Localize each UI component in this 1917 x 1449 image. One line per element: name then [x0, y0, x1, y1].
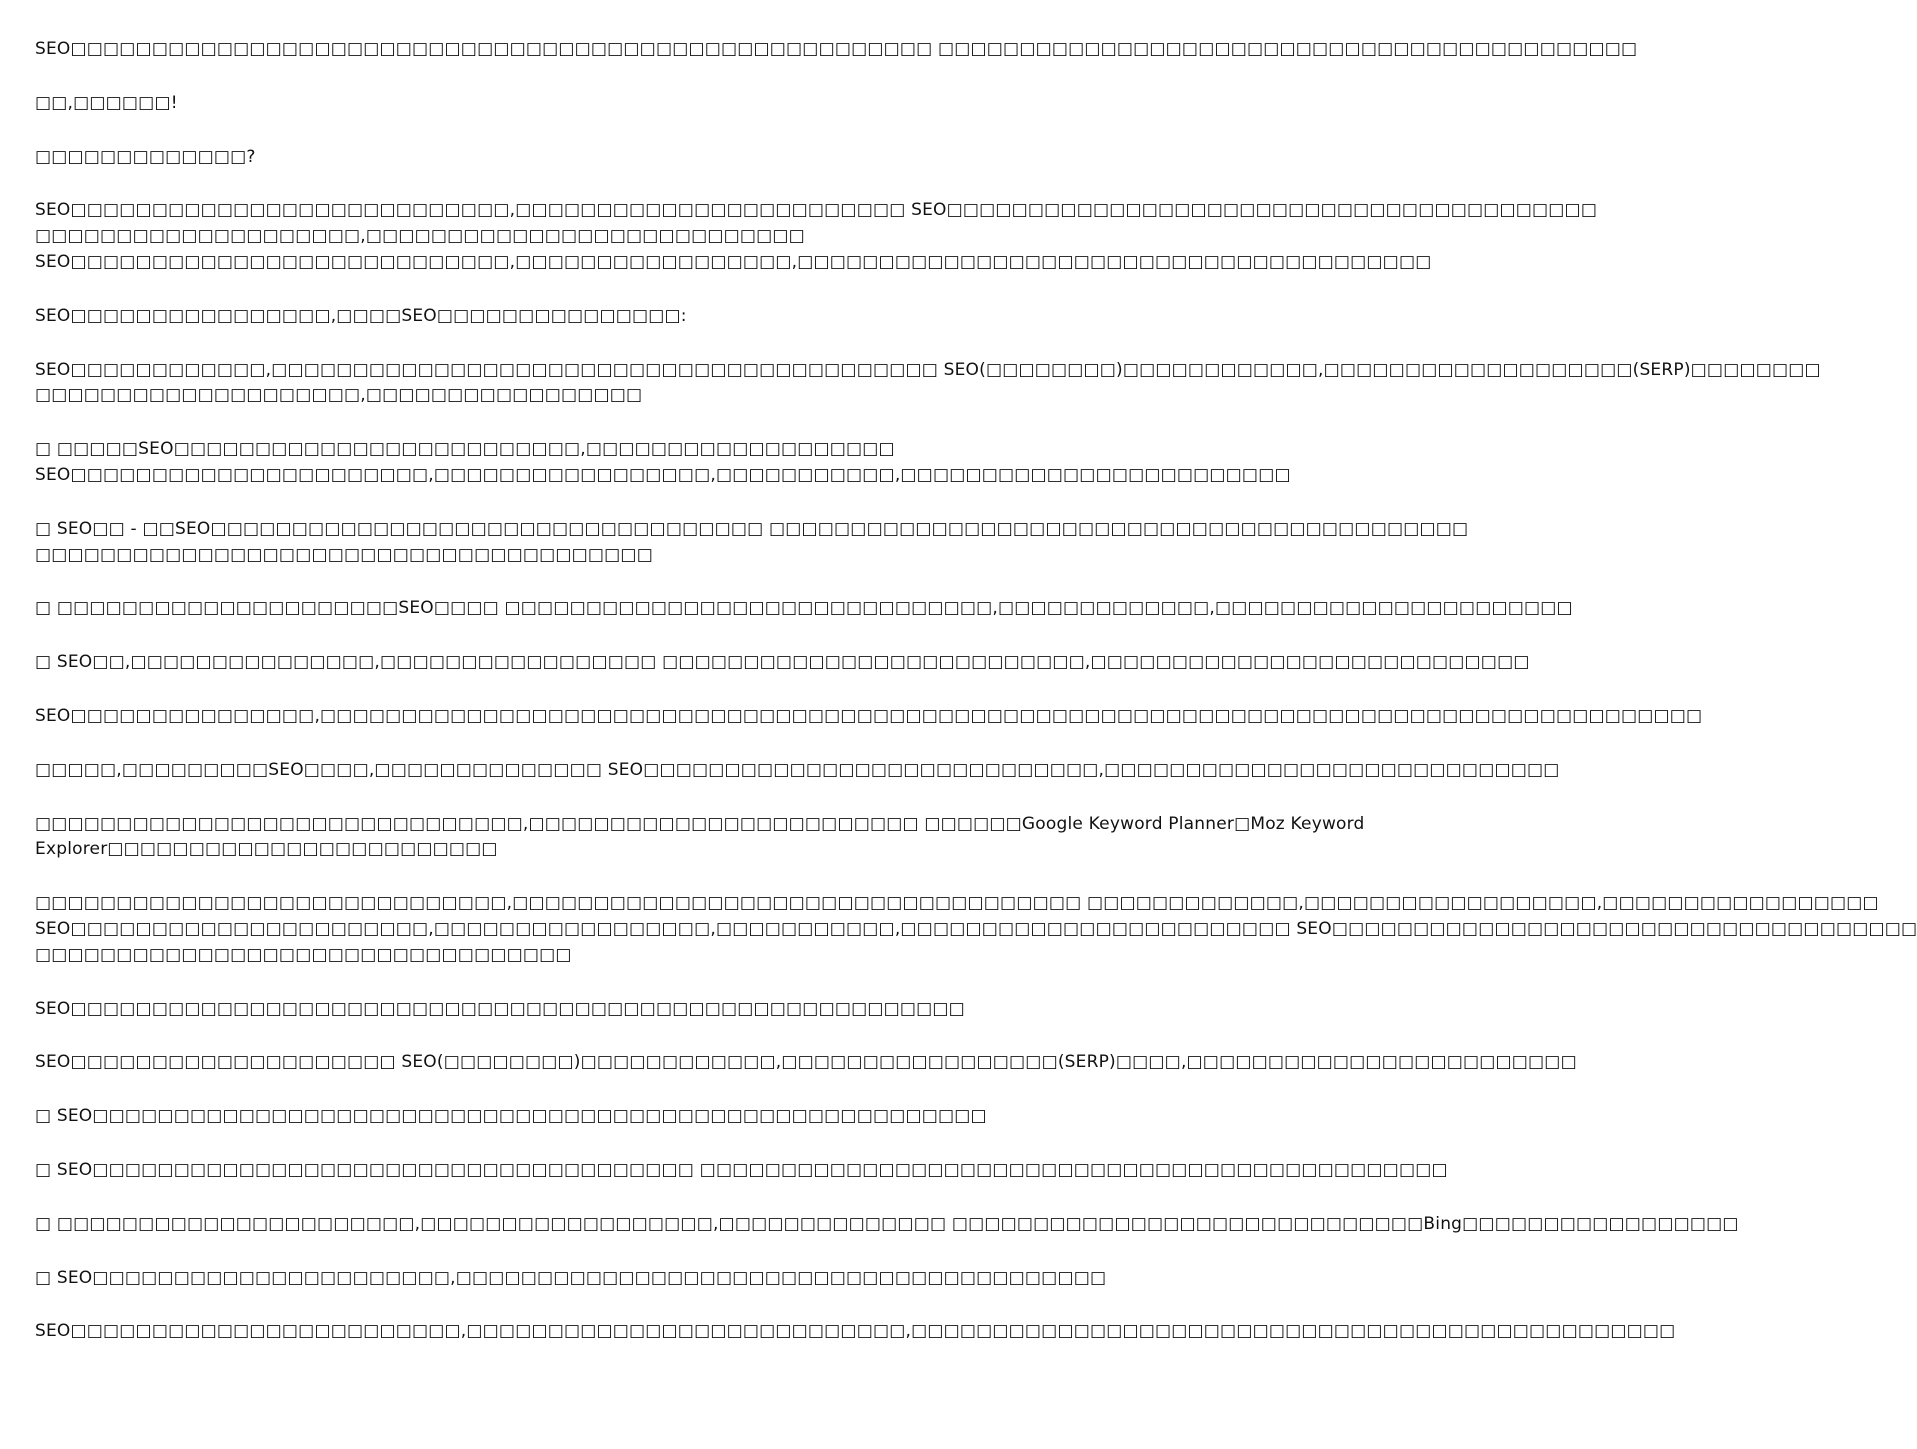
- paragraph: [35, 758, 1560, 784]
- paragraph: [35, 997, 997, 1023]
- paragraph: [35, 891, 1917, 968]
- text-line: □ SEO□□,□□□□□□□□□□□□□□□,□□□□□□□□□□□□□□□□□ □□□□□□□□□□□□□□□□□□□□□□□□□□,□□□□□□□□□□□□□□□□□□□□□□□□□□□: [35, 652, 1530, 673]
- text-line: Explorer□□□□□□□□□□□□□□□□□□□□□□□□: [35, 839, 498, 860]
- text-line: □ □□□□□□□□□□□□□□□□□□□□□SEO□□□□ □□□□□□□□□□□□□□□□□□□□□□□□□□□□□□,□□□□□□□□□□□□□,□□□□□□□□□□□□□□□□□□□□□□: [35, 598, 1573, 619]
- paragraph: [35, 304, 997, 330]
- text-line: SEO□□□□□□□□□□□□□□□□□□□□ SEO(□□□□□□□□)□□□□□□□□□□□□,□□□□□□□□□□□□□□□□□(SERP)□□□□,□□□□□□□□□□□□□□□□□□□□□□□□: [35, 1052, 1577, 1073]
- text-line: SEO□□□□□□□□□□□□□□□□□□□□□□□□□□□□□□□□□□□□□□□□□□□□□□□□□□□□□□□: [35, 998, 965, 1019]
- text-line: SEO□□□□□□□□□□□□,□□□□□□□□□□□□□□□□□□□□□□□□□□□□□□□□□□□□□□□□□ SEO(□□□□□□□□)□□□□□□□□□□□□,□□□□□□□□□□□□□□□□□□□(SERP)□□□□□□□□: [35, 359, 1821, 380]
- text-line: □ SEO□□□□□□□□□□□□□□□□□□□□□□,□□□□□□□□□□□□□□□□□□□□□□□□□□□□□□□□□□□□□□□□: [35, 1267, 1107, 1288]
- paragraph: [35, 1104, 997, 1130]
- text-line: □□,□□□□□□!: [35, 92, 178, 113]
- paragraph: [35, 1158, 1448, 1184]
- paragraph: [35, 596, 1573, 622]
- text-line: □ SEO□□□□□□□□□□□□□□□□□□□□□□□□□□□□□□□□□□□□□ □□□□□□□□□□□□□□□□□□□□□□□□□□□□□□□□□□□□□□□□□□□□□□: [35, 1159, 1448, 1180]
- paragraph: [35, 37, 1638, 63]
- paragraph: [35, 812, 1365, 864]
- paragraph: [35, 1050, 1577, 1076]
- paragraph: [35, 1212, 1739, 1238]
- text-line: □□□□□□□□□□□□□□□□□□□□,□□□□□□□□□□□□□□□□□□□□□□□□□□□: [35, 226, 805, 247]
- text-line: □□□□□□□□□□□□□□□□□□□□□□□□□□□□□,□□□□□□□□□□□□□□□□□□□□□□□□□□□□□□□□□□□ □□□□□□□□□□□□□,□□□□□□□□□□□□□□□□□□,□□□□□□□□□□□□□□□□□: [35, 893, 1879, 914]
- text-line: □□□□□□□□□□□□□□□□□□□□□□□□□□□□□□□□□□□□□□: [35, 544, 653, 565]
- document-body: [35, 37, 1917, 1373]
- text-line: SEO□□□□□□□□□□□□□□□□,□□□□SEO□□□□□□□□□□□□□□□:: [35, 305, 687, 326]
- text-line: □ SEO□□ - □□SEO□□□□□□□□□□□□□□□□□□□□□□□□□□□□□□□□□□ □□□□□□□□□□□□□□□□□□□□□□□□□□□□□□□□□□□□□□□□□□□: [35, 518, 1469, 539]
- paragraph: [35, 704, 1703, 730]
- text-line: □□□□□□□□□□□□□?: [35, 146, 256, 167]
- text-line: SEO□□□□□□□□□□□□□□□□□□□□□□□□□□□□□□□□□□□□□□□□□□□□□□□□□□□□□ □□□□□□□□□□□□□□□□□□□□□□□□□□□□□□□□□□□□□□□□□□□: [35, 39, 1638, 59]
- text-line: □□□□□□□□□□□□□□□□□□□□□□□□□□□□□□,□□□□□□□□□□□□□□□□□□□□□□□□ □□□□□□Google Keyword Planner□Moz Keyword: [35, 813, 1365, 834]
- paragraph: [35, 650, 1530, 676]
- text-line: □□□□□□□□□□□□□□□□□□□□□□□□□□□□□□□□□: [35, 944, 572, 965]
- paragraph: [35, 517, 1469, 569]
- paragraph: [35, 1266, 1107, 1292]
- paragraph: [35, 1319, 1676, 1345]
- text-line: □ □□□□□□□□□□□□□□□□□□□□□□,□□□□□□□□□□□□□□□□□□,□□□□□□□□□□□□□□ □□□□□□□□□□□□□□□□□□□□□□□□□□□□□Bing□□□□□□□□□□□□□□□□□: [35, 1213, 1739, 1234]
- paragraph: [35, 145, 997, 171]
- text-line: SEO□□□□□□□□□□□□□□□,□□□□□□□□□□□□□□□□□□□□□□□□□□□□□□□□□□□□□□□□□□□□□□□□□□□□□□□□□□□□□□□□□□□□□□□□□□□□□□□□□□□□□: [35, 705, 1703, 726]
- text-line: SEO□□□□□□□□□□□□□□□□□□□□□□□□,□□□□□□□□□□□□□□□□□□□□□□□□□□□,□□□□□□□□□□□□□□□□□□□□□□□□□□□□□□□□□□□□□□□□□□□□□□□: [35, 1321, 1676, 1342]
- paragraph: [35, 91, 997, 117]
- text-line: □ □□□□□SEO□□□□□□□□□□□□□□□□□□□□□□□□□,□□□□□□□□□□□□□□□□□□□: [35, 439, 895, 460]
- text-line: SEO□□□□□□□□□□□□□□□□□□□□□□,□□□□□□□□□□□□□□□□□,□□□□□□□□□□□,□□□□□□□□□□□□□□□□□□□□□□□□: [35, 464, 1291, 485]
- text-line: □□□□□,□□□□□□□□□SEO□□□□,□□□□□□□□□□□□□□ SEO□□□□□□□□□□□□□□□□□□□□□□□□□□□□,□□□□□□□□□□□□□□□□□□□□□□□□□□□□: [35, 759, 1560, 780]
- paragraph: [35, 198, 1598, 275]
- text-line: □□□□□□□□□□□□□□□□□□□□,□□□□□□□□□□□□□□□□□: [35, 385, 643, 406]
- paragraph: [35, 358, 1821, 410]
- text-line: SEO□□□□□□□□□□□□□□□□□□□□□□□□□□□,□□□□□□□□□□□□□□□□□,□□□□□□□□□□□□□□□□□□□□□□□□□□□□□□□□□□□□□□□: [35, 251, 1432, 272]
- text-line: SEO□□□□□□□□□□□□□□□□□□□□□□□□□□□,□□□□□□□□□□□□□□□□□□□□□□□□ SEO□□□□□□□□□□□□□□□□□□□□□□□□□□□□□□□□□□□□□□□□: [35, 200, 1598, 221]
- paragraph: [35, 437, 1291, 489]
- text-line: SEO□□□□□□□□□□□□□□□□□□□□□□,□□□□□□□□□□□□□□□□□,□□□□□□□□□□□,□□□□□□□□□□□□□□□□□□□□□□□□ SEO□□□□□□□□□□□□□□□□□□□□□□□□□□□□□□□□□□□□: [35, 918, 1917, 939]
- text-line: □ SEO□□□□□□□□□□□□□□□□□□□□□□□□□□□□□□□□□□□□□□□□□□□□□□□□□□□□□□□: [35, 1106, 987, 1127]
